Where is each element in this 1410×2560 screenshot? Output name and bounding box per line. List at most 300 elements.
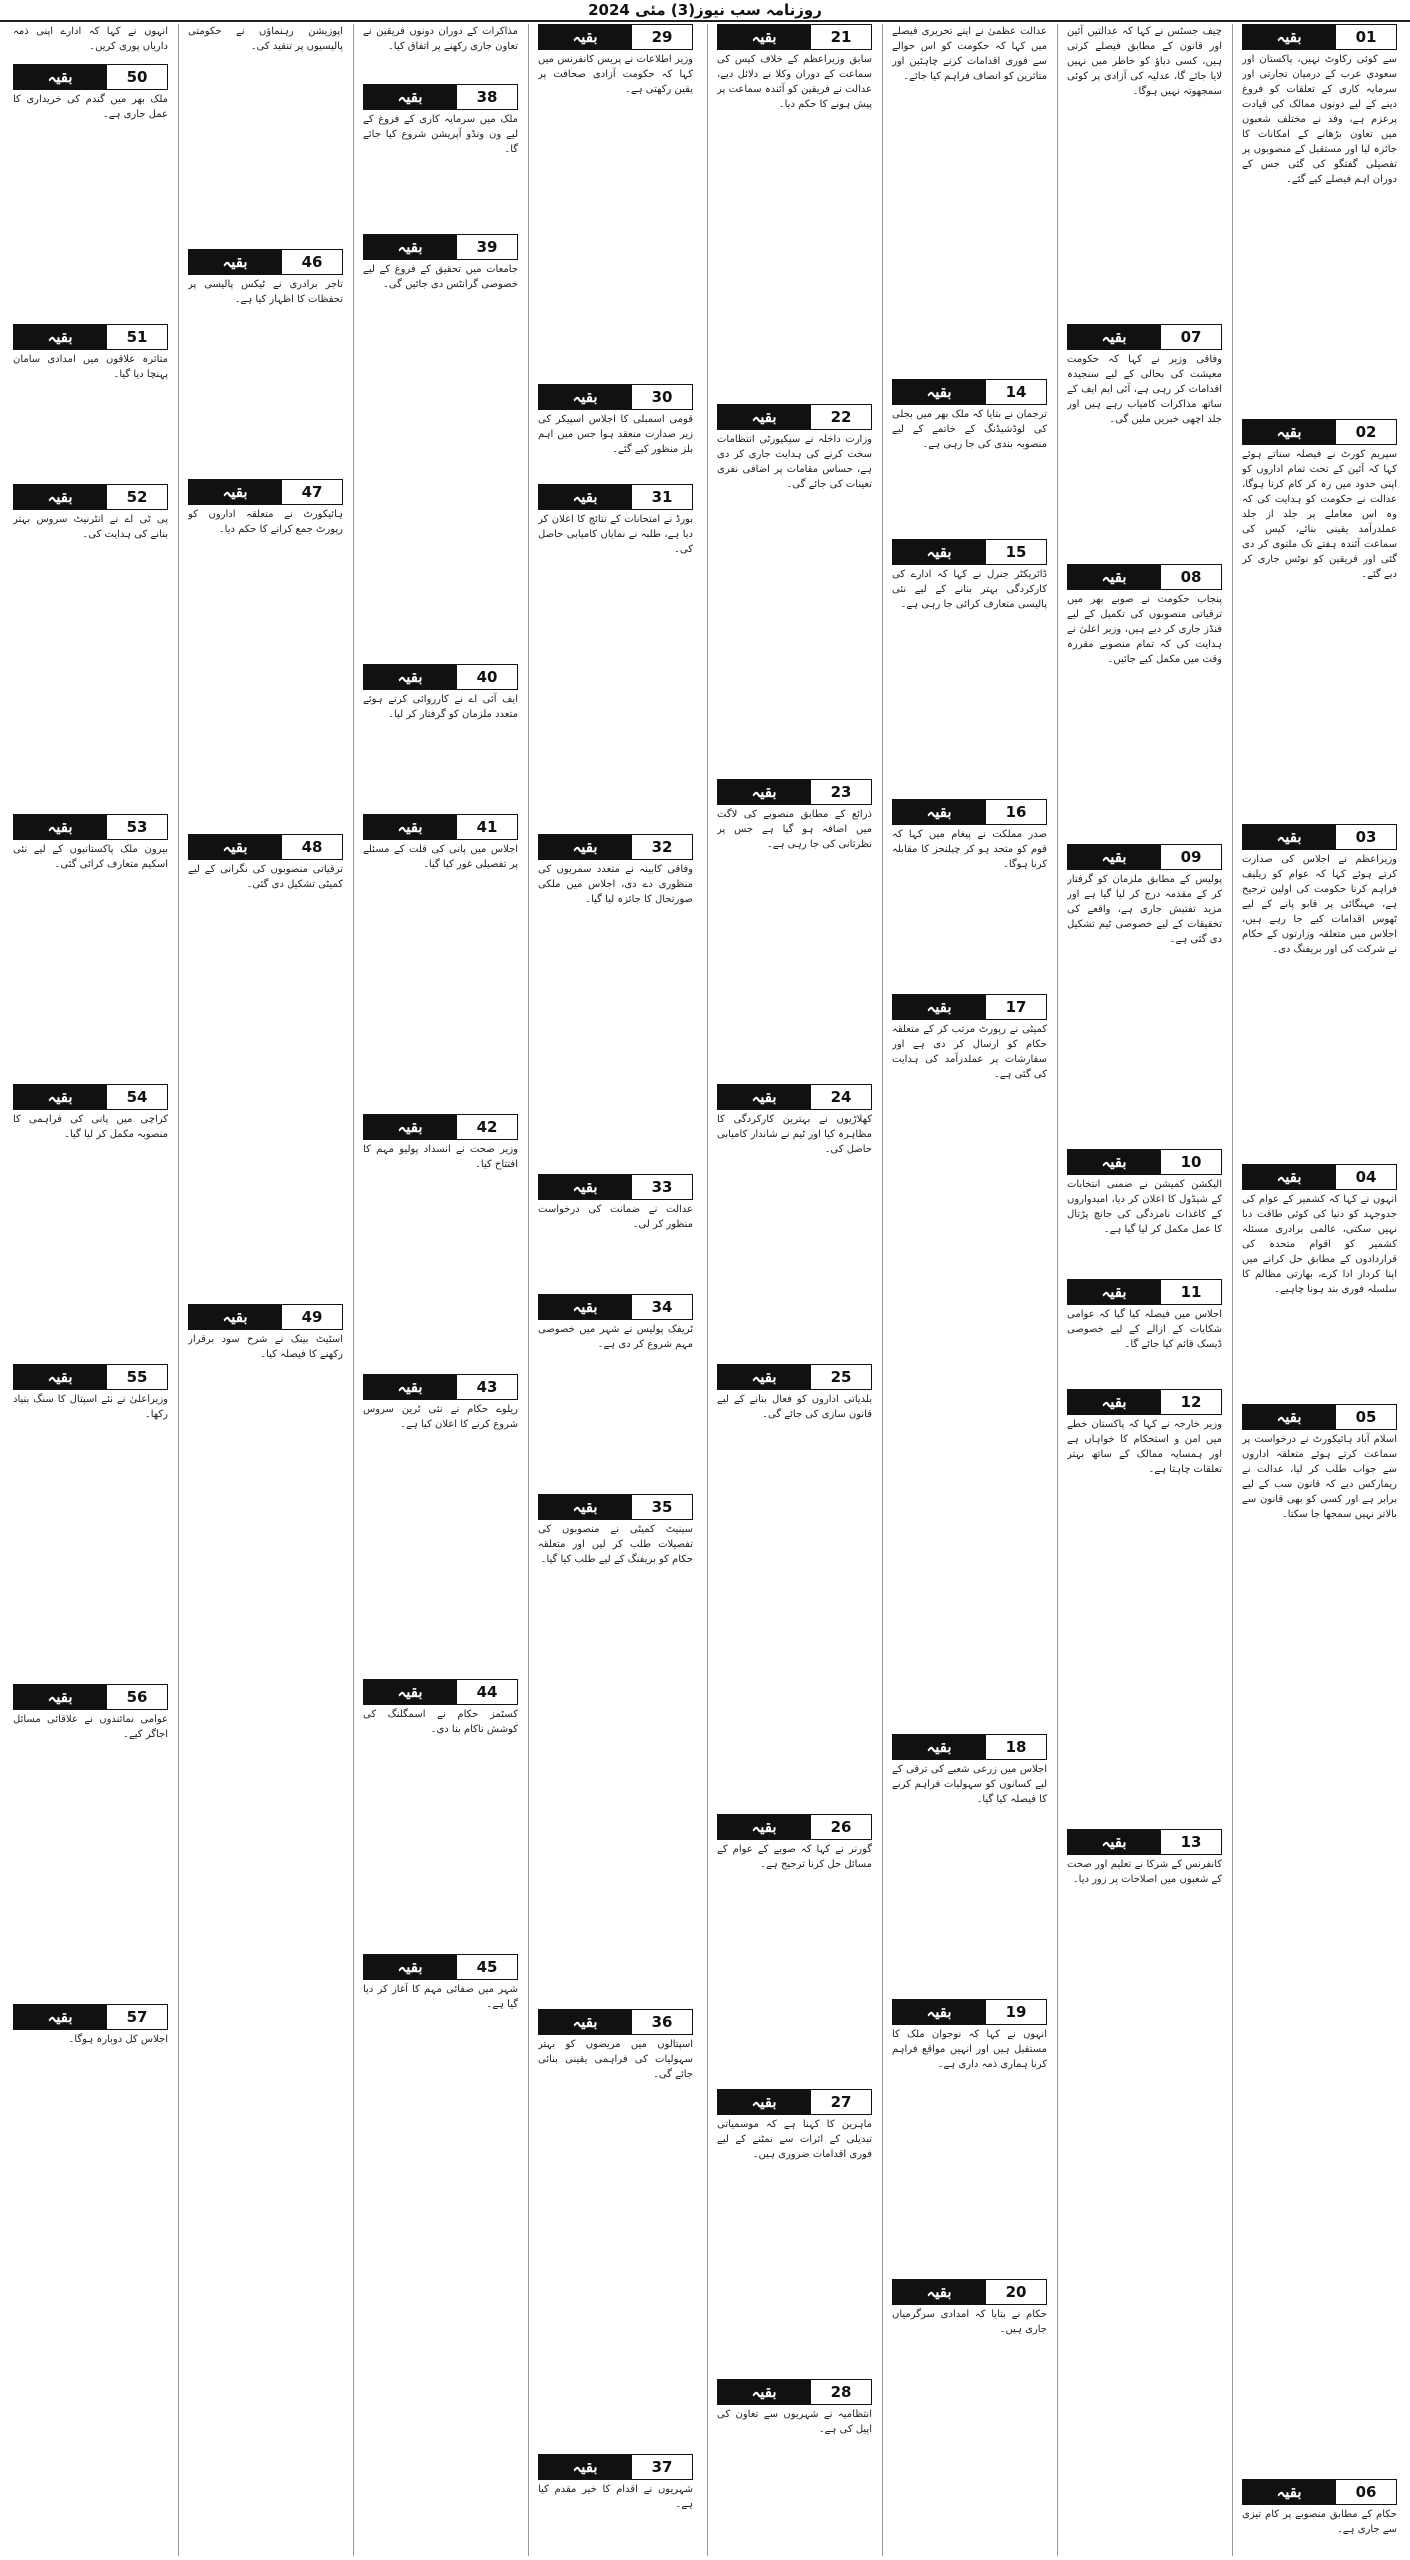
continued-story-block xyxy=(717,1084,872,1358)
continued-story-block xyxy=(892,799,1047,988)
column-divider xyxy=(707,24,708,2556)
story-text: اجلاس کل دوبارہ ہوگا۔ xyxy=(68,2034,168,2045)
continued-label: بقیہ xyxy=(718,1365,810,1389)
continued-story-block xyxy=(892,1734,1047,1993)
story-text: اجلاس میں زرعی شعبے کی ترقی کے لیے کسانوں کو سہولیات فراہم کرنے کا فیصلہ کیا گیا۔ xyxy=(892,1764,1047,1805)
continued-label: بقیہ xyxy=(189,1305,281,1329)
news-column xyxy=(714,24,875,2556)
continuation-header xyxy=(13,1364,168,1390)
story-text: وفاقی کابینہ نے متعدد سمریوں کی منظوری دے دی، اجلاس میں ملکی صورتحال کا جائزہ لیا گیا۔ xyxy=(538,864,693,905)
story-text: قومی اسمبلی کا اجلاس اسپیکر کی زیر صدارت منعقد ہوا جس میں اہم بلز منظور کیے گئے۔ xyxy=(538,414,693,455)
continued-story-block xyxy=(13,484,168,808)
continuation-number: 14 xyxy=(985,380,1046,404)
continuation-header xyxy=(538,1294,693,1320)
continued-story-block xyxy=(717,779,872,1078)
continued-label: بقیہ xyxy=(14,325,106,349)
continuation-number: 46 xyxy=(281,250,342,274)
news-column xyxy=(1239,24,1400,2556)
story-text: سے کوئی رکاوٹ نہیں، پاکستان اور سعودی عرب کے درمیان تجارتی اور سرمایہ کاری کے تعلقات کو فروغ دینے کے لیے دونوں ممالک کی قیادت پرعزم ہے، وفد نے مختلف شعبوں میں تعاون بڑھانے کے امکانات کا جائزہ لیا اور مستقبل کے منصوبوں پر تفصیلی گفتگو کی گئی جس کے دوران اہم فیصلے کیے گئے۔ xyxy=(1242,54,1397,185)
continuation-header xyxy=(1067,1829,1222,1855)
continuation-number: 36 xyxy=(631,2010,692,2034)
story-text: عدالت عظمیٰ نے اپنے تحریری فیصلے میں کہا کہ حکومت کو اس حوالے سے فوری اقدامات کرنے چاہئیں اور متاثرین کو انصاف فراہم کیا جائے۔ xyxy=(892,26,1047,82)
story-text: ترجمان نے بتایا کہ ملک بھر میں بجلی کی لوڈشیڈنگ کے خاتمے کے لیے منصوبہ بندی کی جا رہی ہے۔ xyxy=(892,409,1047,450)
story-text: ترقیاتی منصوبوں کی نگرانی کے لیے کمیٹی تشکیل دی گئی۔ xyxy=(188,864,343,890)
continuation-number: 02 xyxy=(1335,420,1396,444)
continued-label: بقیہ xyxy=(539,485,631,509)
continued-story-block xyxy=(538,1174,693,1288)
story-text: اسلام آباد ہائیکورٹ نے درخواست پر سماعت کرتے ہوئے متعلقہ اداروں سے جواب طلب کر لیا، عدالت نے ریمارکس دیے کہ قانون سب کے لیے برابر ہے اور کسی کو بھی قانون سے بالاتر نہیں سمجھا جا سکتا۔ xyxy=(1242,1434,1397,1520)
continuation-number: 06 xyxy=(1335,2480,1396,2504)
story-text: کمیٹی نے رپورٹ مرتب کر کے متعلقہ حکام کو ارسال کر دی ہے اور سفارشات پر عملدرآمد کی ہدایت کی گئی ہے۔ xyxy=(892,1024,1047,1080)
story-text: ذرائع کے مطابق منصوبے کی لاگت میں اضافہ ہو گیا ہے جس پر نظرثانی کی جا رہی ہے۔ xyxy=(717,809,872,850)
continuation-header xyxy=(538,384,693,410)
story-text: مذاکرات کے دوران دونوں فریقین نے تعاون جاری رکھنے پر اتفاق کیا۔ xyxy=(363,26,518,52)
story-text: بیرون ملک پاکستانیوں کے لیے نئی اسکیم متعارف کرائی گئی۔ xyxy=(13,844,168,870)
story-text: انہوں نے کہا کہ کشمیر کے عوام کی جدوجہد کو دنیا کی کوئی طاقت دبا نہیں سکتی، عالمی برادری مسئلہ کشمیر کو اقوام متحدہ کی قراردادوں کے مطابق حل کرانے میں اپنا کردار ادا کرے، بھارتی مظالم کا سلسلہ فوری بند ہونا چاہیے۔ xyxy=(1242,1194,1397,1295)
continuation-header xyxy=(363,1114,518,1140)
news-column xyxy=(1064,24,1225,2556)
continuation-number: 26 xyxy=(810,1815,871,1839)
continued-story-block xyxy=(13,814,168,1078)
news-column xyxy=(185,24,346,2556)
continued-label: بقیہ xyxy=(1068,325,1160,349)
continued-label: بقیہ xyxy=(189,835,281,859)
story-text: بورڈ نے امتحانات کے نتائج کا اعلان کر دیا ہے، طلبہ نے نمایاں کامیابی حاصل کی۔ xyxy=(538,514,693,555)
story-text: اسپتالوں میں مریضوں کو بہتر سہولیات کی فراہمی یقینی بنائی جائے گی۔ xyxy=(538,2039,693,2080)
continued-label: بقیہ xyxy=(1068,1830,1160,1854)
continued-story-block xyxy=(892,994,1047,1728)
continued-label: بقیہ xyxy=(718,25,810,49)
continuation-header xyxy=(892,539,1047,565)
continued-label: بقیہ xyxy=(539,835,631,859)
continuation-number: 25 xyxy=(810,1365,871,1389)
story-text: پنجاب حکومت نے صوبے بھر میں ترقیاتی منصوبوں کی تکمیل کے لیے فنڈز جاری کر دیے ہیں، وزیر اعلیٰ نے ہدایت کی کہ تمام منصوبے مقررہ وقت میں مکمل کیے جائیں۔ xyxy=(1067,594,1222,665)
continuation-number: 04 xyxy=(1335,1165,1396,1189)
continuation-header xyxy=(1242,419,1397,445)
continuation-header xyxy=(538,24,693,50)
news-column xyxy=(535,24,696,2556)
continuation-number: 50 xyxy=(106,65,167,89)
continued-label: بقیہ xyxy=(718,405,810,429)
continued-label: بقیہ xyxy=(718,2090,810,2114)
continuation-number: 51 xyxy=(106,325,167,349)
news-column xyxy=(10,24,171,2556)
continuation-number: 37 xyxy=(631,2455,692,2479)
continued-label: بقیہ xyxy=(718,1815,810,1839)
continued-story-block xyxy=(13,24,168,58)
story-text: شہریوں نے اقدام کا خیر مقدم کیا ہے۔ xyxy=(538,2484,693,2510)
story-text: انہوں نے کہا کہ ادارے اپنی ذمہ داریاں پوری کریں۔ xyxy=(13,26,168,52)
continuation-header xyxy=(363,1374,518,1400)
continued-story-block xyxy=(188,479,343,828)
continuation-number: 44 xyxy=(456,1680,517,1704)
continuation-header xyxy=(363,1679,518,1705)
continuation-number: 05 xyxy=(1335,1405,1396,1429)
story-text: جامعات میں تحقیق کے فروغ کے لیے خصوصی گرانٹس دی جائیں گی۔ xyxy=(363,264,518,290)
story-text: وزیر صحت نے انسداد پولیو مہم کا افتتاح کیا۔ xyxy=(363,1144,518,1170)
continuation-number: 20 xyxy=(985,2280,1046,2304)
continued-story-block xyxy=(363,84,518,228)
continuation-number: 29 xyxy=(631,25,692,49)
continued-label: بقیہ xyxy=(539,2455,631,2479)
continuation-number: 56 xyxy=(106,1685,167,1709)
continuation-number: 12 xyxy=(1160,1390,1221,1414)
story-text: کراچی میں پانی کی فراہمی کا منصوبہ مکمل کر لیا گیا۔ xyxy=(13,1114,168,1140)
story-text: وفاقی وزیر نے کہا کہ حکومت معیشت کی بحالی کے لیے سنجیدہ اقدامات کر رہی ہے، آئی ایم ایف کے ساتھ مذاکرات کامیاب رہے ہیں اور جلد اچھی خبریں ملیں گی۔ xyxy=(1067,354,1222,425)
continued-story-block xyxy=(1067,564,1222,838)
continued-story-block xyxy=(717,2089,872,2373)
continuation-number: 43 xyxy=(456,1375,517,1399)
continuation-header xyxy=(717,404,872,430)
column-divider xyxy=(178,24,179,2556)
continuation-number: 35 xyxy=(631,1495,692,1519)
continuation-header xyxy=(538,2454,693,2480)
story-text: شہر میں صفائی مہم کا آغاز کر دیا گیا ہے۔ xyxy=(363,1984,518,2010)
story-text: پولیس کے مطابق ملزمان کو گرفتار کر کے مقدمہ درج کر لیا گیا ہے اور مزید تفتیش جاری ہے، واقعے کی تحقیقات کے لیے خصوصی ٹیم تشکیل دی گئی ہے۔ xyxy=(1067,874,1222,945)
continued-story-block xyxy=(1242,24,1397,413)
continued-story-block xyxy=(717,1364,872,1808)
continuation-number: 49 xyxy=(281,1305,342,1329)
continuation-number: 31 xyxy=(631,485,692,509)
story-text: اسٹیٹ بینک نے شرح سود برقرار رکھنے کا فیصلہ کیا۔ xyxy=(188,1334,343,1360)
story-text: اپوزیشن رہنماؤں نے حکومتی پالیسیوں پر تنقید کی۔ xyxy=(188,26,343,52)
continued-story-block xyxy=(363,814,518,1108)
masthead-rule xyxy=(0,20,1410,22)
story-text: سپریم کورٹ نے فیصلہ سناتے ہوئے کہا کہ آئین کے تحت تمام اداروں کو اپنی حدود میں رہ کر کام کرنا ہوگا، عدالت نے حکومت کو ہدایت کی کہ وہ اس معاملے پر جلد از جلد عملدرآمد یقینی بنائے، کیس کی سماعت آئندہ ہفتے تک ملتوی کر دی گئی اور فریقین کو نوٹس جاری کر دیے گئے۔ xyxy=(1242,449,1397,580)
continued-story-block xyxy=(538,1294,693,1488)
continued-story-block xyxy=(1067,844,1222,1143)
continued-label: بقیہ xyxy=(1068,845,1160,869)
continued-label: بقیہ xyxy=(364,665,456,689)
continuation-header xyxy=(892,994,1047,1020)
column-divider xyxy=(353,24,354,2556)
continued-story-block xyxy=(1242,1404,1397,2473)
page-masthead: روزنامہ سب نیوز(3) مئی 2024 xyxy=(588,1,822,19)
continuation-header xyxy=(13,2004,168,2030)
continued-label: بقیہ xyxy=(1243,1165,1335,1189)
story-text: ملک بھر میں گندم کی خریداری کا عمل جاری ہے۔ xyxy=(13,94,168,120)
story-text: پی ٹی اے نے انٹرنیٹ سروس بہتر بنانے کی ہدایت کی۔ xyxy=(13,514,168,540)
continued-story-block xyxy=(892,24,1047,373)
continued-label: بقیہ xyxy=(1243,420,1335,444)
continuation-number: 42 xyxy=(456,1115,517,1139)
continuation-header xyxy=(13,484,168,510)
continued-label: بقیہ xyxy=(1068,1280,1160,1304)
continued-label: بقیہ xyxy=(14,1685,106,1709)
continuation-header xyxy=(363,1954,518,1980)
story-text: بلدیاتی اداروں کو فعال بنانے کے لیے قانون سازی کی جائے گی۔ xyxy=(717,1394,872,1420)
story-text: ٹریفک پولیس نے شہر میں خصوصی مہم شروع کر دی ہے۔ xyxy=(538,1324,693,1350)
continuation-header xyxy=(363,234,518,260)
continued-label: بقیہ xyxy=(893,995,985,1019)
continued-story-block xyxy=(538,24,693,378)
continued-story-block xyxy=(717,1814,872,2083)
continuation-header xyxy=(13,1684,168,1710)
continuation-header xyxy=(13,1084,168,1110)
continuation-header xyxy=(1067,1389,1222,1415)
continued-story-block xyxy=(538,484,693,828)
continuation-number: 41 xyxy=(456,815,517,839)
continuation-number: 13 xyxy=(1160,1830,1221,1854)
continued-label: بقیہ xyxy=(893,540,985,564)
continuation-header xyxy=(892,379,1047,405)
continued-label: بقیہ xyxy=(539,1495,631,1519)
continuation-header xyxy=(892,799,1047,825)
continued-story-block xyxy=(13,1364,168,1678)
continued-story-block xyxy=(13,324,168,478)
continuation-header xyxy=(892,1734,1047,1760)
continued-label: بقیہ xyxy=(893,800,985,824)
column-divider xyxy=(1057,24,1058,2556)
continued-story-block xyxy=(717,24,872,398)
story-text: صدر مملکت نے پیغام میں کہا کہ قوم کو متحد ہو کر چیلنجز کا مقابلہ کرنا ہوگا۔ xyxy=(892,829,1047,870)
continuation-header xyxy=(363,664,518,690)
continued-story-block xyxy=(538,2009,693,2448)
continued-story-block xyxy=(1067,1389,1222,1823)
story-text: کانفرنس کے شرکا نے تعلیم اور صحت کے شعبوں میں اصلاحات پر زور دیا۔ xyxy=(1067,1859,1222,1885)
continued-label: بقیہ xyxy=(364,1375,456,1399)
continuation-header xyxy=(1067,1279,1222,1305)
story-text: وزیر خارجہ نے کہا کہ پاکستان خطے میں امن و استحکام کا خواہاں ہے اور ہمسایہ ممالک کے ساتھ بہتر تعلقات چاہتا ہے۔ xyxy=(1067,1419,1222,1475)
continued-story-block xyxy=(1242,419,1397,818)
continuation-header xyxy=(188,834,343,860)
continued-label: بقیہ xyxy=(893,380,985,404)
continuation-number: 53 xyxy=(106,815,167,839)
continuation-header xyxy=(1242,1164,1397,1190)
continuation-number: 15 xyxy=(985,540,1046,564)
continued-story-block xyxy=(13,1684,168,1998)
news-column xyxy=(889,24,1050,2556)
continuation-header xyxy=(1067,1149,1222,1175)
continuation-number: 27 xyxy=(810,2090,871,2114)
continuation-header xyxy=(717,2089,872,2115)
continued-story-block xyxy=(363,1374,518,1673)
continuation-header xyxy=(538,834,693,860)
continued-label: بقیہ xyxy=(364,1680,456,1704)
continued-story-block xyxy=(538,834,693,1168)
story-text: تاجر برادری نے ٹیکس پالیسی پر تحفظات کا اظہار کیا ہے۔ xyxy=(188,279,343,305)
continued-story-block xyxy=(892,539,1047,793)
story-text: وزیراعلیٰ نے نئے اسپتال کا سنگ بنیاد رکھا۔ xyxy=(13,1394,168,1420)
continued-story-block xyxy=(363,24,518,78)
continuation-number: 39 xyxy=(456,235,517,259)
continued-label: بقیہ xyxy=(189,250,281,274)
continued-label: بقیہ xyxy=(1068,1390,1160,1414)
continuation-number: 08 xyxy=(1160,565,1221,589)
story-text: کھلاڑیوں نے بہترین کارکردگی کا مظاہرہ کیا اور ٹیم نے شاندار کامیابی حاصل کی۔ xyxy=(717,1114,872,1155)
continuation-header xyxy=(717,2379,872,2405)
continued-story-block xyxy=(363,234,518,658)
continuation-header xyxy=(363,814,518,840)
continued-label: بقیہ xyxy=(1243,2480,1335,2504)
continued-label: بقیہ xyxy=(539,2010,631,2034)
continued-story-block xyxy=(892,2279,1047,2556)
continuation-header xyxy=(1242,1404,1397,1430)
continued-story-block xyxy=(13,1084,168,1358)
continuation-number: 48 xyxy=(281,835,342,859)
continued-label: بقیہ xyxy=(364,1955,456,1979)
continuation-header xyxy=(892,1999,1047,2025)
continued-story-block xyxy=(892,379,1047,533)
continuation-header xyxy=(363,84,518,110)
continued-story-block xyxy=(363,1114,518,1368)
continuation-header xyxy=(717,24,872,50)
continued-label: بقیہ xyxy=(14,485,106,509)
continuation-header xyxy=(188,1304,343,1330)
column-divider xyxy=(882,24,883,2556)
continued-story-block xyxy=(13,2004,168,2556)
story-text: ریلوے حکام نے نئی ٹرین سروس شروع کرنے کا اعلان کیا ہے۔ xyxy=(363,1404,518,1430)
continued-label: بقیہ xyxy=(14,65,106,89)
continued-story-block xyxy=(1242,2479,1397,2556)
continued-story-block xyxy=(1067,1829,1222,2556)
continuation-header xyxy=(13,64,168,90)
news-column xyxy=(360,24,521,2556)
column-divider xyxy=(1232,24,1233,2556)
continued-label: بقیہ xyxy=(1068,1150,1160,1174)
continued-label: بقیہ xyxy=(364,85,456,109)
continuation-number: 52 xyxy=(106,485,167,509)
story-text: حکام نے بتایا کہ امدادی سرگرمیاں جاری ہیں۔ xyxy=(892,2309,1047,2335)
continuation-header xyxy=(188,479,343,505)
continued-label: بقیہ xyxy=(1068,565,1160,589)
continuation-header xyxy=(717,1814,872,1840)
continued-label: بقیہ xyxy=(14,1365,106,1389)
continuation-header xyxy=(717,1084,872,1110)
continued-label: بقیہ xyxy=(893,1735,985,1759)
continued-story-block xyxy=(1067,24,1222,318)
story-text: ہائیکورٹ نے متعلقہ اداروں کو رپورٹ جمع کرانے کا حکم دیا۔ xyxy=(188,509,343,535)
continuation-number: 22 xyxy=(810,405,871,429)
continuation-header xyxy=(717,1364,872,1390)
story-text: چیف جسٹس نے کہا کہ عدالتیں آئین اور قانون کے مطابق فیصلے کرتی ہیں، کسی دباؤ کو خاطر میں نہیں لایا جائے گا، عدلیہ کی آزادی پر کوئی سمجھوتہ نہیں ہوگا۔ xyxy=(1067,26,1222,97)
continuation-number: 45 xyxy=(456,1955,517,1979)
story-text: انتظامیہ نے شہریوں سے تعاون کی اپیل کی ہے۔ xyxy=(717,2409,872,2435)
continued-story-block xyxy=(13,64,168,318)
continuation-number: 54 xyxy=(106,1085,167,1109)
continued-label: بقیہ xyxy=(539,1295,631,1319)
continued-story-block xyxy=(188,834,343,1298)
continuation-header xyxy=(892,2279,1047,2305)
continued-story-block xyxy=(1067,324,1222,558)
story-text: عدالت نے ضمانت کی درخواست منظور کر لی۔ xyxy=(538,1204,693,1230)
continuation-number: 10 xyxy=(1160,1150,1221,1174)
continuation-header xyxy=(13,814,168,840)
continuation-number: 32 xyxy=(631,835,692,859)
continued-story-block xyxy=(717,404,872,773)
continued-label: بقیہ xyxy=(14,1085,106,1109)
continuation-header xyxy=(538,1174,693,1200)
continuation-number: 30 xyxy=(631,385,692,409)
continuation-number: 21 xyxy=(810,25,871,49)
story-text: اجلاس میں پانی کی قلت کے مسئلے پر تفصیلی غور کیا گیا۔ xyxy=(363,844,518,870)
story-text: وزارت داخلہ نے سیکیورٹی انتظامات سخت کرنے کی ہدایت جاری کر دی ہے، حساس مقامات پر اضافی نفری تعینات کی جائے گی۔ xyxy=(717,434,872,490)
continuation-header xyxy=(1242,24,1397,50)
column-divider xyxy=(528,24,529,2556)
story-text: سابق وزیراعظم کے خلاف کیس کی سماعت کے دوران وکلا نے دلائل دیے، عدالت نے فریقین کو آئندہ سماعت پر پیش ہونے کا حکم دیا۔ xyxy=(717,54,872,110)
continuation-number: 18 xyxy=(985,1735,1046,1759)
continuation-number: 33 xyxy=(631,1175,692,1199)
continued-story-block xyxy=(892,1999,1047,2273)
continued-label: بقیہ xyxy=(718,780,810,804)
story-text: ڈائریکٹر جنرل نے کہا کہ ادارے کی کارکردگی بہتر بنانے کے لیے نئی پالیسی متعارف کرائی جا رہی ہے۔ xyxy=(892,569,1047,610)
continued-story-block xyxy=(538,384,693,478)
continuation-number: 09 xyxy=(1160,845,1221,869)
story-text: ایف آئی اے نے کارروائی کرتے ہوئے متعدد ملزمان کو گرفتار کر لیا۔ xyxy=(363,694,518,720)
continued-label: بقیہ xyxy=(14,2005,106,2029)
story-text: سینیٹ کمیٹی نے منصوبوں کی تفصیلات طلب کر لیں اور متعلقہ حکام کو بریفنگ کے لیے طلب کیا گیا۔ xyxy=(538,1524,693,1565)
continued-label: بقیہ xyxy=(364,815,456,839)
continued-story-block xyxy=(717,2379,872,2556)
continuation-number: 11 xyxy=(1160,1280,1221,1304)
continuation-header xyxy=(538,1494,693,1520)
story-text: انہوں نے کہا کہ نوجوان ملک کا مستقبل ہیں اور انہیں مواقع فراہم کرنا ہماری ذمہ داری ہے۔ xyxy=(892,2029,1047,2070)
story-text: وزیراعظم نے اجلاس کی صدارت کرتے ہوئے کہا کہ عوام کو ریلیف فراہم کرنا حکومت کی اولین ترجیح ہے، مہنگائی پر قابو پانے کے لیے ٹھوس اقدامات کیے جا رہے ہیں، اجلاس میں متعلقہ وزارتوں کے حکام نے شرکت کی اور بریفنگ دی۔ xyxy=(1242,854,1397,955)
continued-label: بقیہ xyxy=(539,1175,631,1199)
continuation-header xyxy=(1242,824,1397,850)
continued-label: بقیہ xyxy=(539,25,631,49)
continued-label: بقیہ xyxy=(893,2280,985,2304)
continued-story-block xyxy=(1242,824,1397,1158)
continued-story-block xyxy=(1067,1149,1222,1273)
continued-label: بقیہ xyxy=(718,1085,810,1109)
continuation-number: 07 xyxy=(1160,325,1221,349)
continued-story-block xyxy=(538,2454,693,2556)
continued-story-block xyxy=(538,1494,693,2003)
story-text: وزیر اطلاعات نے پریس کانفرنس میں کہا کہ حکومت آزادی صحافت پر یقین رکھتی ہے۔ xyxy=(538,54,693,95)
continuation-number: 01 xyxy=(1335,25,1396,49)
story-text: ملک میں سرمایہ کاری کے فروغ کے لیے ون ونڈو آپریشن شروع کیا جائے گا۔ xyxy=(363,114,518,155)
continuation-number: 47 xyxy=(281,480,342,504)
continuation-header xyxy=(717,779,872,805)
continuation-number: 28 xyxy=(810,2380,871,2404)
continued-label: بقیہ xyxy=(189,480,281,504)
story-text: کسٹمز حکام نے اسمگلنگ کی کوشش ناکام بنا دی۔ xyxy=(363,1709,518,1735)
continuation-header xyxy=(1242,2479,1397,2505)
continued-story-block xyxy=(1242,1164,1397,1398)
continuation-header xyxy=(538,2009,693,2035)
story-text: ماہرین کا کہنا ہے کہ موسمیاتی تبدیلی کے اثرات سے نمٹنے کے لیے فوری اقدامات ضروری ہیں۔ xyxy=(717,2119,872,2160)
continued-story-block xyxy=(188,1304,343,2556)
continued-label: بقیہ xyxy=(364,1115,456,1139)
continuation-header xyxy=(13,324,168,350)
continuation-number: 03 xyxy=(1335,825,1396,849)
continuation-header xyxy=(1067,844,1222,870)
continued-story-block xyxy=(363,1954,518,2556)
continuation-number: 24 xyxy=(810,1085,871,1109)
continued-label: بقیہ xyxy=(893,2000,985,2024)
continued-label: بقیہ xyxy=(1243,1405,1335,1429)
story-text: اجلاس میں فیصلہ کیا گیا کہ عوامی شکایات کے ازالے کے لیے خصوصی ڈیسک قائم کیا جائے گا۔ xyxy=(1067,1309,1222,1350)
continuation-header xyxy=(1067,324,1222,350)
continuation-header xyxy=(1067,564,1222,590)
continued-story-block xyxy=(1067,1279,1222,1383)
continuation-number: 17 xyxy=(985,995,1046,1019)
story-text: الیکشن کمیشن نے ضمنی انتخابات کے شیڈول کا اعلان کر دیا، امیدواروں کے کاغذات نامزدگی کی جانچ پڑتال کا عمل مکمل کر لیا گیا ہے۔ xyxy=(1067,1179,1222,1235)
story-text: حکام کے مطابق منصوبے پر کام تیزی سے جاری ہے۔ xyxy=(1242,2509,1397,2535)
continued-label: بقیہ xyxy=(1243,825,1335,849)
continued-label: بقیہ xyxy=(539,385,631,409)
story-text: عوامی نمائندوں نے علاقائی مسائل اجاگر کیے۔ xyxy=(13,1714,168,1740)
continued-story-block xyxy=(363,1679,518,1948)
continued-label: بقیہ xyxy=(14,815,106,839)
continuation-number: 57 xyxy=(106,2005,167,2029)
continuation-number: 55 xyxy=(106,1365,167,1389)
continued-story-block xyxy=(188,24,343,243)
story-text: متاثرہ علاقوں میں امدادی سامان پہنچا دیا گیا۔ xyxy=(13,354,168,380)
continuation-number: 38 xyxy=(456,85,517,109)
continuation-number: 16 xyxy=(985,800,1046,824)
